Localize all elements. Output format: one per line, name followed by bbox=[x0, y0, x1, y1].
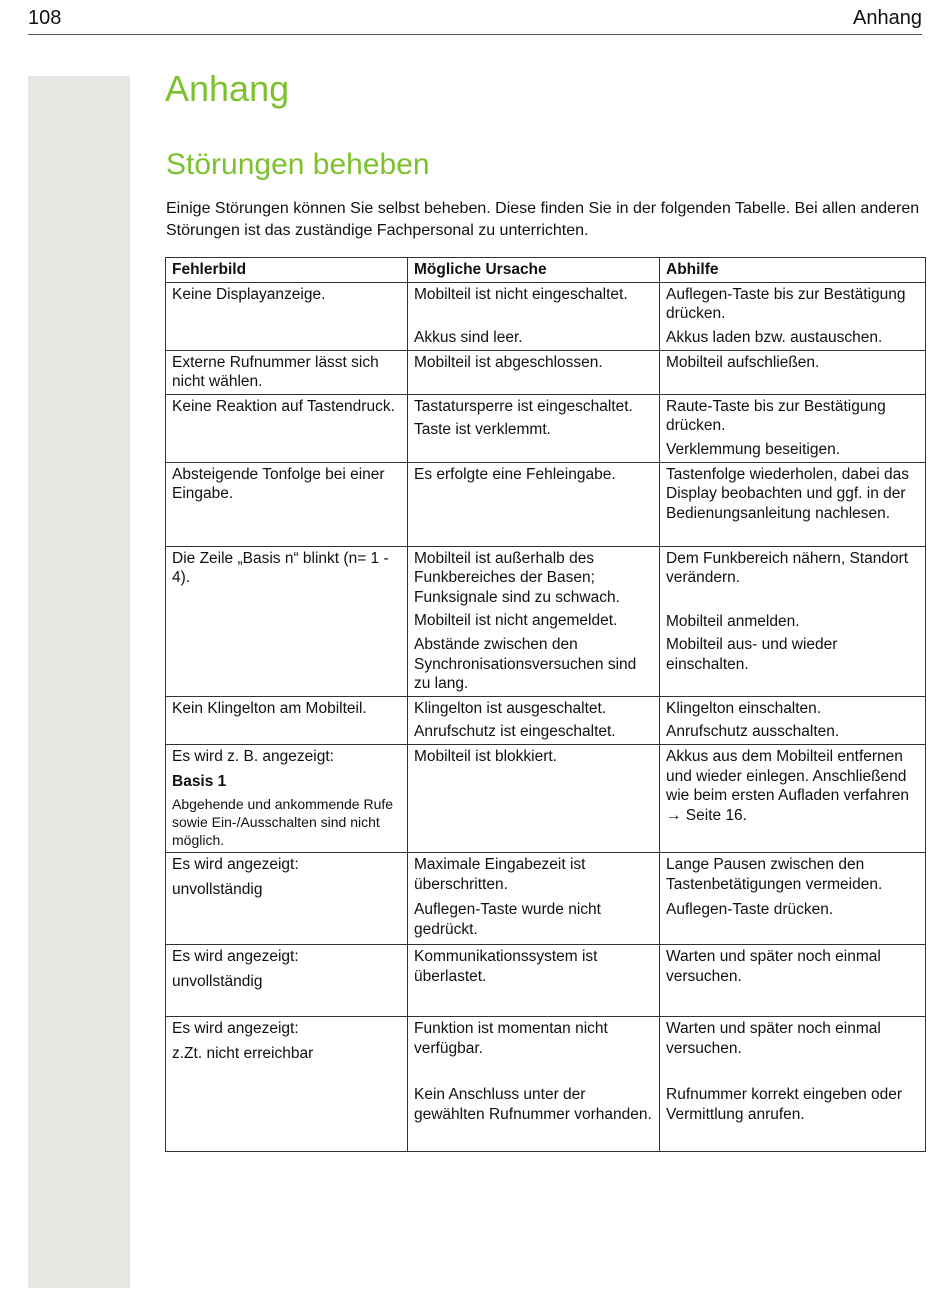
cause-cell bbox=[408, 944, 660, 1016]
table-row bbox=[166, 282, 926, 350]
symptom-cell bbox=[166, 744, 408, 852]
remedy-text: Klingelton einschalten. bbox=[666, 699, 822, 717]
symptom-cell bbox=[166, 546, 408, 696]
remedy-cell bbox=[660, 394, 926, 462]
cause-cell bbox=[408, 394, 660, 462]
cause-cell bbox=[408, 282, 660, 350]
symptom-text: Es wird z. B. angezeigt: bbox=[172, 747, 334, 765]
remedy-cell bbox=[660, 944, 926, 1016]
table-row bbox=[166, 696, 926, 744]
table-row bbox=[166, 462, 926, 546]
remedy-cell bbox=[660, 462, 926, 546]
column-header-symptom: Fehlerbild bbox=[166, 258, 408, 283]
remedy-cell bbox=[660, 282, 926, 350]
display-note: Abgehende und ankommende Rufe sowie Ein-/Ausschalten sind nicht möglich. bbox=[172, 796, 394, 849]
remedy-text: Akkus laden bzw. austauschen. bbox=[666, 328, 883, 346]
remedy-cell bbox=[660, 744, 926, 852]
table-row bbox=[166, 944, 926, 1016]
cause-text: Es erfolgte eine Fehleingabe. bbox=[414, 465, 616, 483]
cause-cell bbox=[408, 546, 660, 696]
table-row bbox=[166, 744, 926, 852]
cause-text: Klingelton ist ausgeschaltet. bbox=[414, 699, 607, 717]
remedy-text: Tastenfolge wiederholen, dabei das Display beobachten und ggf. in der Bedienungsanleitung nachlesen. bbox=[666, 465, 910, 522]
table-header-row bbox=[166, 258, 926, 283]
symptom-text: Keine Reaktion auf Tastendruck. bbox=[172, 397, 395, 415]
cause-text: Abstände zwischen den Synchronisationsversuchen sind zu lang. bbox=[414, 635, 637, 693]
cause-cell bbox=[408, 1016, 660, 1151]
symptom-cell bbox=[166, 394, 408, 462]
cause-text: Kein Anschluss unter der gewählten Rufnummer vorhanden. bbox=[414, 1085, 652, 1123]
troubleshooting-table bbox=[165, 257, 926, 1152]
remedy-text: Anrufschutz ausschalten. bbox=[666, 723, 840, 741]
cause-text: Akkus sind leer. bbox=[414, 328, 523, 346]
symptom-cell bbox=[166, 944, 408, 1016]
remedy-text: Mobilteil anmelden. bbox=[666, 612, 800, 630]
symptom-cell bbox=[166, 1016, 408, 1151]
table-row bbox=[166, 852, 926, 944]
symptom-cell bbox=[166, 350, 408, 394]
display-text: unvollständig bbox=[172, 972, 263, 990]
remedy-cell bbox=[660, 696, 926, 744]
cause-text: Anrufschutz ist eingeschaltet. bbox=[414, 723, 616, 741]
symptom-text: Externe Rufnummer lässt sich nicht wählen. bbox=[172, 353, 379, 391]
cause-text: Mobilteil ist blokkiert. bbox=[414, 747, 557, 765]
display-text: z.Zt. nicht erreichbar bbox=[172, 1044, 314, 1062]
symptom-cell bbox=[166, 696, 408, 744]
remedy-cell bbox=[660, 350, 926, 394]
cause-text: Mobilteil ist außerhalb des Funkbereiches der Basen; Funksignale sind zu schwach. bbox=[414, 549, 620, 606]
running-head: Anhang bbox=[853, 7, 922, 29]
section-title: Störungen beheben bbox=[166, 148, 430, 181]
remedy-text: Auflegen-Taste drücken. bbox=[666, 901, 834, 919]
cause-text: Tastatursperre ist eingeschaltet. bbox=[414, 397, 633, 415]
symptom-text: Keine Displayanzeige. bbox=[172, 285, 326, 303]
remedy-text: Lange Pausen zwischen den Tastenbetätigungen vermeiden. bbox=[666, 855, 883, 893]
margin-sidebar bbox=[28, 76, 130, 1288]
symptom-text: Die Zeile „Basis n“ blinkt (n= 1 - 4). bbox=[172, 549, 389, 587]
cause-text: Funktion ist momentan nicht verfügbar. bbox=[414, 1019, 608, 1057]
display-text: Basis 1 bbox=[172, 772, 227, 790]
symptom-text: Es wird angezeigt: bbox=[172, 947, 299, 965]
chapter-title: Anhang bbox=[165, 68, 290, 109]
symptom-text: Es wird angezeigt: bbox=[172, 1019, 299, 1037]
cause-text: Maximale Eingabezeit ist überschritten. bbox=[414, 855, 586, 893]
symptom-cell bbox=[166, 462, 408, 546]
table-row bbox=[166, 1016, 926, 1151]
cause-text: Auflegen-Taste wurde nicht gedrückt. bbox=[414, 901, 601, 938]
table-row bbox=[166, 394, 926, 462]
symptom-text: Kein Klingelton am Mobilteil. bbox=[172, 699, 367, 717]
cause-cell bbox=[408, 350, 660, 394]
remedy-text: Mobilteil aufschließen. bbox=[666, 353, 820, 371]
display-text: unvollständig bbox=[172, 880, 263, 898]
cause-cell bbox=[408, 696, 660, 744]
cause-text: Mobilteil ist nicht angemeldet. bbox=[414, 612, 618, 630]
remedy-text: Mobilteil aus- und wieder einschalten. bbox=[666, 636, 838, 673]
remedy-text: Akkus aus dem Mobilteil entfernen und wieder einlegen. Anschließend wie beim ersten Aufladen verfahren → Seite 16. bbox=[666, 747, 909, 824]
page-number: 108 bbox=[28, 7, 62, 29]
remedy-text: Rufnummer korrekt eingeben oder Vermittlung anrufen. bbox=[666, 1085, 903, 1123]
remedy-text: Warten und später noch einmal versuchen. bbox=[666, 1019, 881, 1057]
table-row bbox=[166, 546, 926, 696]
cause-text: Kommunikationssystem ist überlastet. bbox=[414, 947, 598, 985]
symptom-cell bbox=[166, 852, 408, 944]
table-row bbox=[166, 350, 926, 394]
cause-cell bbox=[408, 462, 660, 546]
remedy-text: Verklemmung beseitigen. bbox=[666, 440, 841, 458]
column-header-cause: Mögliche Ursache bbox=[408, 258, 660, 283]
header-divider bbox=[28, 34, 922, 35]
symptom-text: Absteigende Tonfolge bei einer Eingabe. bbox=[172, 465, 385, 503]
symptom-cell bbox=[166, 282, 408, 350]
remedy-text: Warten und später noch einmal versuchen. bbox=[666, 947, 881, 985]
remedy-cell bbox=[660, 852, 926, 944]
symptom-text: Es wird angezeigt: bbox=[172, 855, 299, 873]
remedy-text: Raute-Taste bis zur Bestätigung drücken. bbox=[666, 397, 886, 435]
intro-paragraph: Einige Störungen können Sie selbst beheben. Diese finden Sie in der folgenden Tabelle. Bei allen anderen Störungen ist das zuständige Fachpersonal zu unterrichten. bbox=[166, 200, 920, 239]
cause-text: Mobilteil ist nicht eingeschaltet. bbox=[414, 285, 628, 303]
remedy-text: Dem Funkbereich nähern, Standort verändern. bbox=[666, 549, 909, 587]
cause-cell bbox=[408, 744, 660, 852]
cause-text: Taste ist verklemmt. bbox=[414, 421, 551, 439]
remedy-cell bbox=[660, 1016, 926, 1151]
remedy-cell bbox=[660, 546, 926, 696]
cause-text: Mobilteil ist abgeschlossen. bbox=[414, 353, 603, 371]
column-header-remedy: Abhilfe bbox=[660, 258, 926, 283]
remedy-text: Auflegen-Taste bis zur Bestätigung drücken. bbox=[666, 285, 906, 323]
cause-cell bbox=[408, 852, 660, 944]
